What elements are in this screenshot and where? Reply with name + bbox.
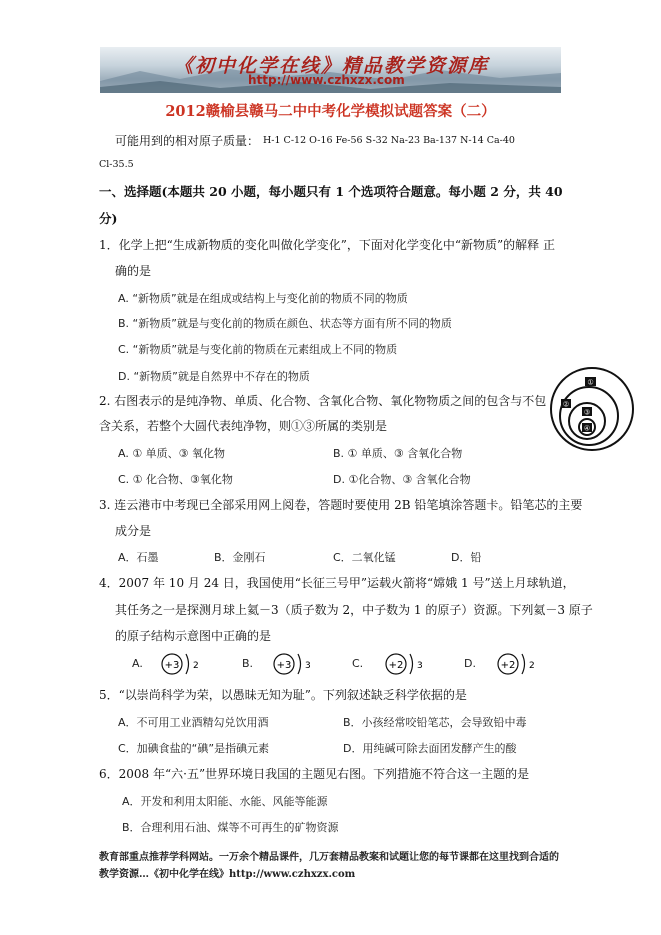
- q3-stem-cont: 成分是: [115, 524, 152, 538]
- label-4: ④: [583, 424, 591, 433]
- label-2: ②: [562, 400, 570, 409]
- q4-atom-diagrams: [132, 652, 572, 676]
- q3-option-d: D．铅: [451, 551, 482, 564]
- q3-stem: 3. 连云港市中考现已全部采用网上阅卷，答题时要使用 2B 铅笔填涂答题卡。铅笔芯的主要: [99, 498, 583, 512]
- q3-option-c: C．二氧化锰: [333, 551, 396, 564]
- atom-diagram-c: [384, 652, 424, 676]
- atom-diagram-b: [272, 652, 312, 676]
- electron-count-b: 3: [305, 661, 311, 671]
- q4-option-b-letter: B.: [242, 657, 254, 670]
- q1-option-c: C. “新物质”就是与变化前的物质在元素组成上不同的物质: [118, 343, 398, 356]
- electron-count-c: 3: [417, 661, 423, 671]
- atomic-mass-label: 可能用到的相对原子质量：: [115, 134, 260, 148]
- nucleus-charge-b: +3: [276, 660, 292, 671]
- nucleus-charge-d: +2: [500, 660, 516, 671]
- q5-option-c: C．加碘食盐的“碘”是指碘元素: [118, 742, 270, 755]
- q4-option-a-letter: A.: [132, 657, 143, 670]
- q2-option-b: B. ① 单质、③ 含氧化合物: [333, 447, 463, 460]
- q5-stem: 5．“以崇尚科学为荣，以愚昧无知为耻”。下列叙述缺乏科学依据的是: [99, 688, 467, 702]
- header-banner: [100, 47, 561, 93]
- q4-option-c-letter: C.: [352, 657, 364, 670]
- q6-option-b: B．合理利用石油、煤等不可再生的矿物资源: [122, 821, 339, 834]
- q1-option-b: B. “新物质”就是与变化前的物质在颜色、状态等方面有所不同的物质: [118, 317, 452, 330]
- inclusion-circle-diagram: [549, 366, 635, 452]
- q6-option-a: A．开发和利用太阳能、水能、风能等能源: [122, 795, 328, 808]
- atomic-mass-cont: Cl-35.5: [99, 159, 134, 170]
- nucleus-charge-c: +2: [388, 660, 404, 671]
- atomic-mass-values: H-1 C-12 O-16 Fe-56 S-32 Na-23 Ba-137 N-14 Ca-40: [263, 135, 515, 146]
- q5-option-b: B．小孩经常咬铅笔芯，会导致铅中毒: [343, 716, 527, 729]
- nucleus-charge-a: +3: [164, 660, 180, 671]
- q3-option-a: A．石墨: [118, 551, 159, 564]
- q4-stem-cont2: 的原子结构示意图中正确的是: [115, 629, 272, 643]
- footer-line-2: 教学资源…《初中化学在线》http://www.czhxzx.com: [99, 869, 356, 880]
- atom-diagram-a: [160, 652, 200, 676]
- q1-option-a: A. “新物质”就是在组成或结构上与变化前的物质不同的物质: [118, 292, 408, 305]
- document-title: 2012赣榆县赣马二中中考化学模拟试题答案（二）: [165, 103, 496, 120]
- electron-count-a: 2: [193, 661, 199, 671]
- label-3: ③: [583, 408, 591, 417]
- q2-stem: 2. 右图表示的是纯净物、单质、化合物、含氧化合物、氧化物物质之间的包含与不包: [99, 394, 547, 408]
- footer-line-1: 教育部重点推荐学科网站。一万余个精品课件，几万套精品教案和试题让您的每节课都在这里找到合适的: [99, 852, 559, 863]
- section-heading: 一、选择题(本题共 20 小题，每小题只有 1 个选项符合题意。每小题 2 分，共 40: [99, 184, 563, 199]
- q2-stem-cont: 含关系，若整个大圆代表纯净物，则①③所属的类别是: [99, 419, 388, 433]
- q6-stem: 6．2008 年“六·五”世界环境日我国的主题见右图。下列措施不符合这一主题的是: [99, 767, 530, 781]
- q2-option-c: C. ① 化合物、③氧化物: [118, 473, 233, 486]
- section-heading-cont: 分): [99, 211, 118, 226]
- atom-diagram-d: [496, 652, 536, 676]
- q1-stem: 1．化学上把“生成新物质的变化叫做化学变化”，下面对化学变化中“新物质”的解释 正: [99, 238, 555, 252]
- banner-title: 《初中化学在线》精品教学资源库: [174, 55, 490, 77]
- q1-stem-cont: 确的是: [115, 264, 152, 278]
- q5-option-d: D．用纯碱可除去面团发酵产生的酸: [343, 742, 517, 755]
- q4-stem: 4．2007 年 10 月 24 日，我国使用“长征三号甲”运载火箭将“嫦娥 1 号”送上月球轨道，: [99, 576, 575, 590]
- q2-option-a: A. ① 单质、③ 氧化物: [118, 447, 226, 460]
- q2-option-d: D. ①化合物、③ 含氧化合物: [333, 473, 471, 486]
- electron-count-d: 2: [529, 661, 535, 671]
- q1-option-d: D. “新物质”就是自然界中不存在的物质: [118, 370, 310, 383]
- label-1: ①: [587, 378, 594, 387]
- q5-option-a: A．不可用工业酒精勾兑饮用酒: [118, 716, 269, 729]
- q4-option-d-letter: D.: [464, 657, 476, 670]
- q4-stem-cont: 其任务之一是探测月球上氦－3（质子数为 2，中子数为 1 的原子）资源。下列氦－3 原子: [115, 603, 593, 617]
- q3-option-b: B．金刚石: [214, 551, 266, 564]
- banner-url[interactable]: http://www.czhxzx.com: [248, 73, 405, 87]
